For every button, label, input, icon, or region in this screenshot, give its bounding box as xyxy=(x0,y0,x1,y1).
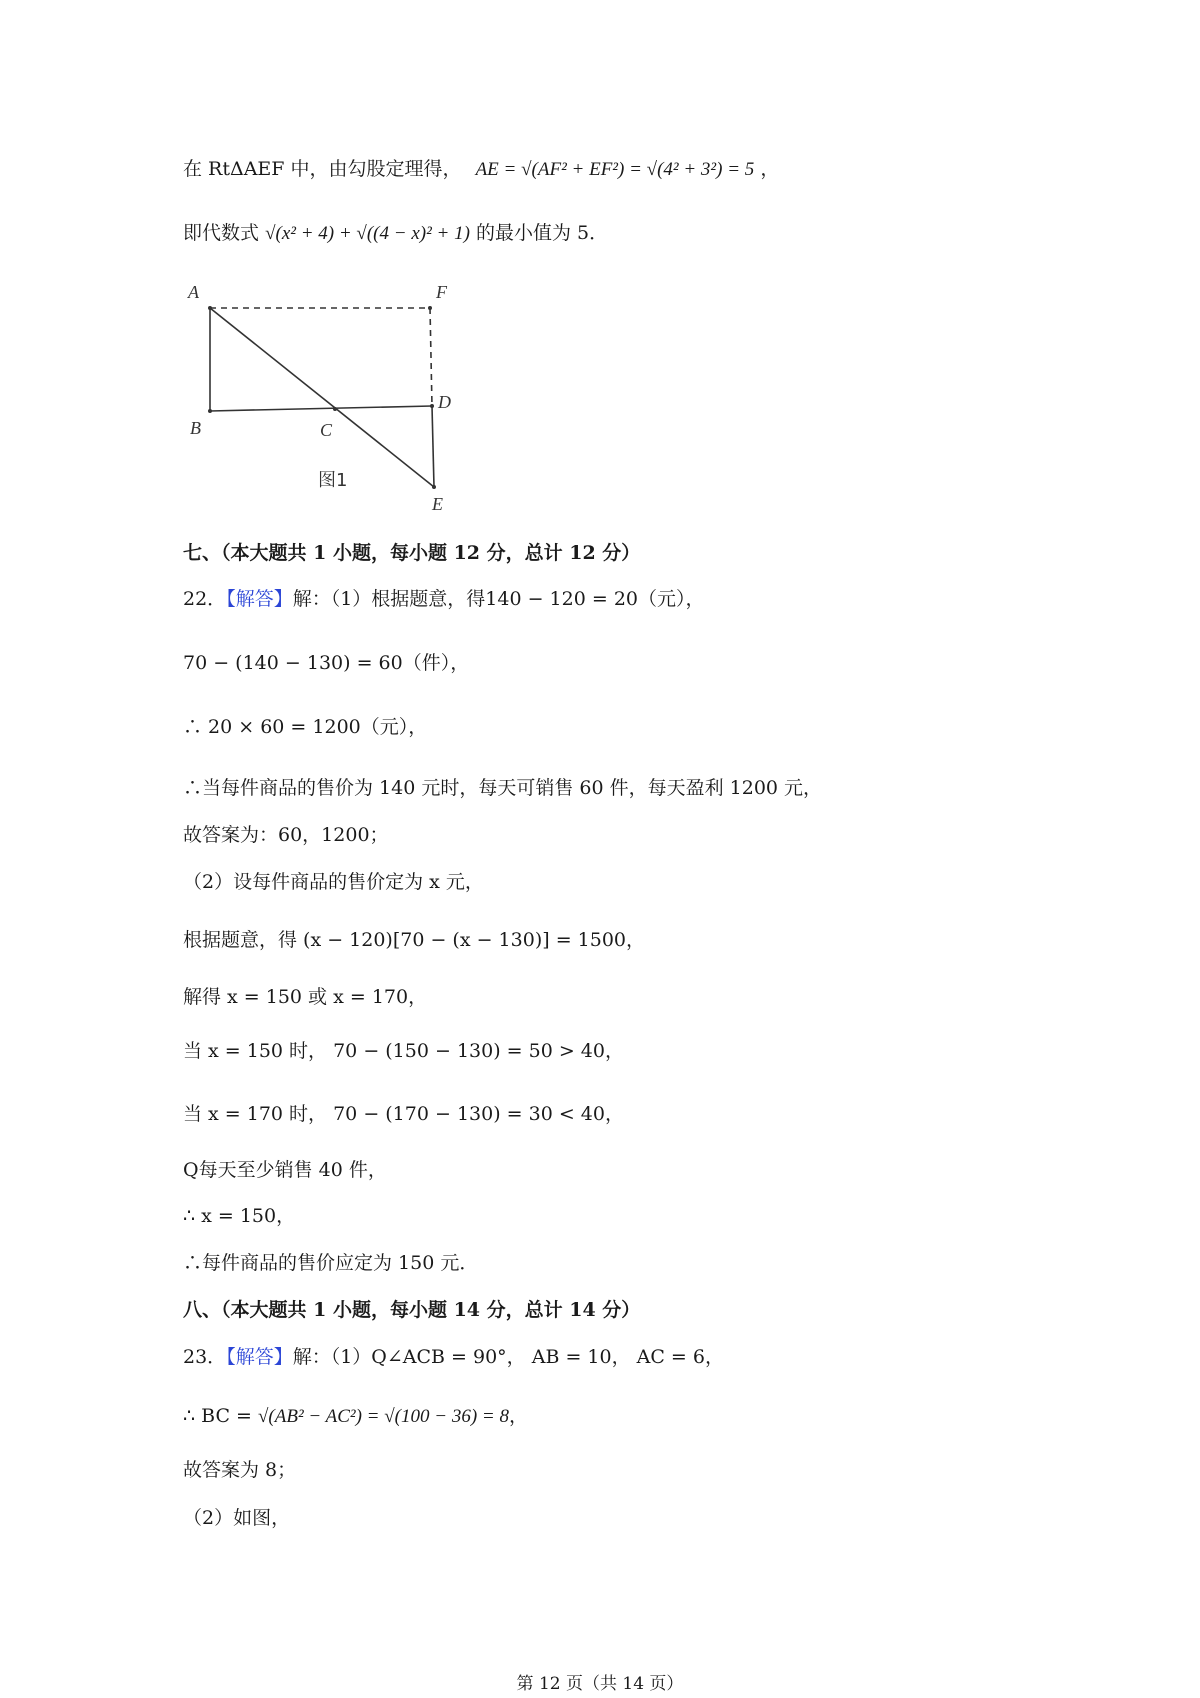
segment-de xyxy=(432,406,434,487)
point-b xyxy=(208,409,212,413)
point-e xyxy=(432,485,436,489)
formula-ae: AE = √(AF² + EF²) = √(4² + 3²) = 5 xyxy=(475,159,755,180)
segment-ae xyxy=(210,308,434,487)
q22-line-10: 当 x = 170 时， 70 − (170 − 130) = 30 < 40， xyxy=(183,1103,624,1125)
q22-line-4: ∴当每件商品的售价为 140 元时，每天可销售 60 件，每天盈利 1200 元， xyxy=(183,777,823,799)
point-d xyxy=(430,404,434,408)
q23-line-4: （2）如图， xyxy=(183,1507,291,1529)
text-segment: 解：（1）Q∠ACB = 90°， AB = 10， AC = 6， xyxy=(292,1346,724,1368)
text-segment: 的最小值为 5． xyxy=(475,222,609,244)
formula-bc: √(AB² − AC²) = √(100 − 36) = 8 xyxy=(257,1406,509,1427)
figure-svg xyxy=(178,278,478,518)
text-segment: ， xyxy=(760,158,780,180)
page-footer: 第 12 页（共 14 页） xyxy=(516,1674,684,1694)
formula-expression: √(x² + 4) + √((4 − x)² + 1) xyxy=(265,223,470,244)
q22-line-8: 解得 x = 150 或 x = 170， xyxy=(183,986,428,1008)
text-segment: 在 RtΔAEF 中，由勾股定理得， xyxy=(183,158,462,180)
question-number: 22． xyxy=(183,588,227,610)
label-b: B xyxy=(190,418,201,438)
point-f xyxy=(428,306,432,310)
q22-line-2: 70 − (140 − 130) = 60（件）， xyxy=(183,652,470,674)
label-d: D xyxy=(438,392,451,412)
text-segment: 即代数式 xyxy=(183,222,260,244)
q23-line-2 xyxy=(183,1403,528,1430)
q22-line-6: （2）设每件商品的售价定为 x 元， xyxy=(183,871,484,893)
q23-line-1 xyxy=(183,1344,724,1370)
q22-line-13: ∴每件商品的售价应定为 150 元． xyxy=(183,1252,479,1274)
segment-bd xyxy=(210,406,432,411)
q22-line-1 xyxy=(183,586,705,612)
section-7-heading: 七、（本大题共 1 小题，每小题 12 分，总计 12 分） xyxy=(183,542,641,564)
text-segment: 解：（1）根据题意，得140 − 120 = 20（元）， xyxy=(292,588,705,610)
answer-tag: 【解答】 xyxy=(226,1346,293,1368)
point-c xyxy=(333,407,337,411)
geometry-figure xyxy=(178,278,478,522)
line-pythagoras xyxy=(183,156,779,183)
q22-line-12: ∴ x = 150， xyxy=(183,1205,296,1227)
section-8-heading: 八、（本大题共 1 小题，每小题 14 分，总计 14 分） xyxy=(183,1299,641,1321)
label-c: C xyxy=(320,420,333,440)
line-min-value xyxy=(183,220,608,247)
segment-fd xyxy=(430,308,432,406)
q22-line-3: ∴ 20 × 60 = 1200（元）， xyxy=(183,716,428,738)
answer-tag: 【解答】 xyxy=(226,588,293,610)
q22-line-9: 当 x = 150 时， 70 − (150 − 130) = 50 > 40， xyxy=(183,1040,624,1062)
question-number: 23． xyxy=(183,1346,227,1368)
label-e: E xyxy=(432,494,443,514)
text-segment: ∴ BC = xyxy=(183,1405,258,1427)
label-f: F xyxy=(436,282,447,302)
q22-line-7: 根据题意，得 (x − 120)[70 − (x − 130)] = 1500， xyxy=(183,929,646,951)
q22-line-5: 故答案为：60，1200； xyxy=(183,824,389,846)
q23-line-3: 故答案为 8； xyxy=(183,1459,297,1481)
point-a xyxy=(208,306,212,310)
figure-caption: 图1 xyxy=(318,470,348,491)
text-segment: ， xyxy=(508,1405,528,1427)
label-a: A xyxy=(188,282,199,302)
q22-line-11: Q每天至少销售 40 件， xyxy=(183,1159,387,1181)
